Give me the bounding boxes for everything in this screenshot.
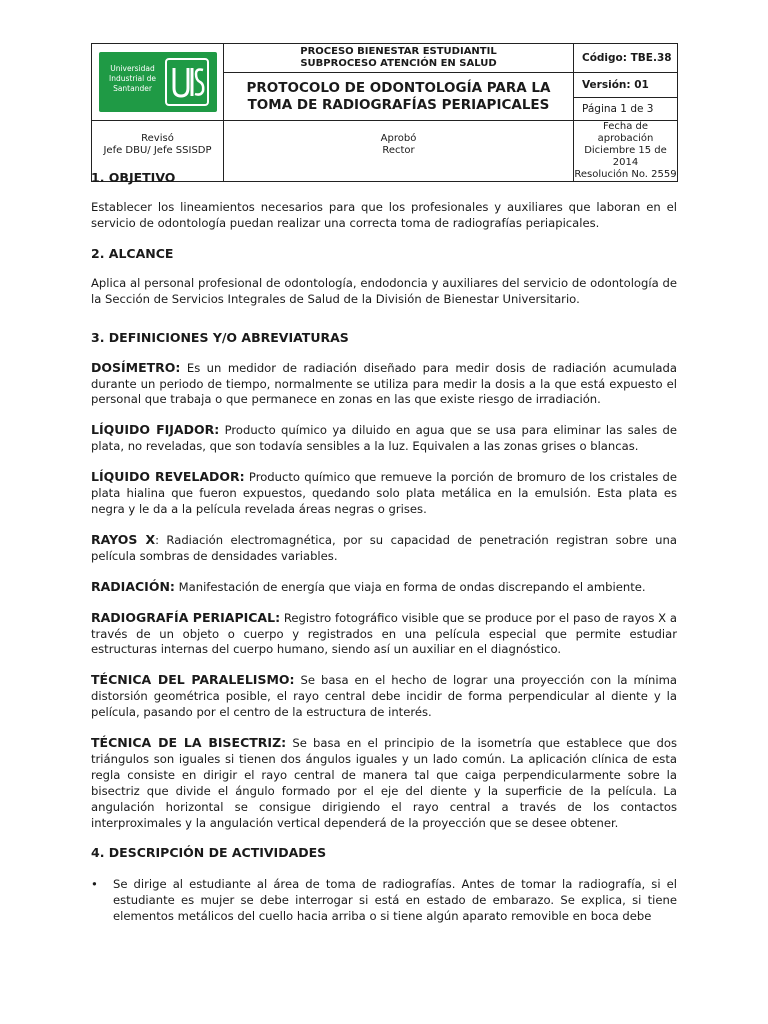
reviewed-by-value: Jefe DBU/ Jefe SSISDP bbox=[103, 145, 212, 156]
uis-emblem-icon bbox=[165, 58, 209, 106]
objetivo-paragraph: Establecer los lineamientos necesarios para que los profesionales y auxiliares que laboran en el servicio de odontología puedan realizar una correcta toma de radiografías periapicales. bbox=[91, 200, 677, 230]
definition-text: Es un medidor de radiación diseñado para medir dosis de radiación acumulada durante un periodo de tiempo, normalmente se utiliza para medir la dosis a la que está expuesto el personal que trabaja o que permanece en zonas en las que existe riesgo de irradiación. bbox=[91, 360, 677, 407]
definition-tecnica-bisectriz bbox=[91, 735, 677, 831]
alcance-paragraph: Aplica al personal profesional de odontología, endodoncia y auxiliares del servicio de odontología de la Sección de Servicios Integrales de Salud de la División de Bienestar Universitario. bbox=[91, 275, 677, 306]
activity-text: Se dirige al estudiante al área de toma de radiografías. Antes de tomar la radiografía, si el estudiante es mujer se debe interrogar si está en estado de embarazo. Se explica, si tiene elementos metálicos del cuello hacia arriba o si tiene algún aparato removible en boca debe bbox=[113, 877, 677, 924]
definition-text: : Radiación electromagnética, por su capacidad de penetración registran sobre una película sombras de densidades variables. bbox=[91, 532, 677, 563]
definition-term: RADIOGRAFÍA PERIAPICAL: bbox=[91, 609, 281, 625]
definition-term: RAYOS X bbox=[91, 531, 156, 547]
definition-term: LÍQUIDO REVELADOR: bbox=[91, 469, 245, 485]
activity-list-item bbox=[91, 877, 677, 925]
section-heading-alcance: 2. ALCANCE bbox=[91, 245, 174, 261]
definition-dosimetro bbox=[91, 360, 677, 409]
university-logo bbox=[99, 52, 217, 112]
definition-term: TÉCNICA DEL PARALELISMO: bbox=[91, 672, 295, 688]
definition-text: Manifestación de energía que viaja en forma de ondas discrepando el ambiente. bbox=[174, 579, 646, 594]
logo-text: Universidad Industrial de Santander bbox=[109, 64, 156, 93]
resolution-number: Resolución No. 2559 bbox=[574, 169, 677, 180]
document-header-table bbox=[91, 43, 678, 182]
definition-rayos-x bbox=[91, 532, 677, 565]
definition-text: Producto químico ya diluido en agua que se usa para eliminar las sales de plata, no reveladas, que son todavía sensibles a la luz. Equivalen a las zonas grises o blancas. bbox=[91, 423, 677, 454]
definition-liquido-revelador bbox=[91, 469, 677, 518]
process-cell bbox=[224, 44, 574, 73]
definition-term: DOSÍMETRO: bbox=[91, 359, 181, 375]
reviewed-by-label: Revisó bbox=[141, 133, 174, 144]
section-heading-definiciones: 3. DEFINICIONES Y/O ABREVIATURAS bbox=[91, 329, 349, 345]
subprocess-name: SUBPROCESO ATENCIÓN EN SALUD bbox=[300, 58, 497, 69]
approval-date-label: Fecha de aprobación bbox=[597, 121, 654, 144]
definition-text: Se basa en el hecho de lograr una proyección con la mínima distorsión geométrica posible, el rayo central debe incidir de forma perpendicular al diente y la película, pasando por el centro de la estructura de interés. bbox=[91, 673, 677, 720]
document-title-cell bbox=[224, 73, 574, 121]
definition-text: Producto químico que remueve la porción de bromuro de los cristales de plata hialina que fueron expuestos, quedando solo plata metálica en la emulsión. Esta plata es negra y le da a la película revelada áreas negras o grises. bbox=[91, 470, 677, 516]
definition-liquido-fijador bbox=[91, 422, 677, 455]
definition-term: TÉCNICA DE LA BISECTRIZ: bbox=[91, 735, 287, 751]
document-body bbox=[91, 170, 677, 925]
document-code: Código: TBE.38 bbox=[574, 44, 678, 73]
document-title-line1: PROTOCOLO DE ODONTOLOGÍA PARA LA bbox=[246, 79, 551, 96]
bullet-icon: • bbox=[91, 877, 98, 892]
logo-cell bbox=[92, 44, 224, 121]
document-version: Versión: 01 bbox=[574, 73, 678, 98]
process-name: PROCESO BIENESTAR ESTUDIANTIL bbox=[300, 46, 497, 57]
section-heading-objetivo: 1. OBJETIVO bbox=[91, 170, 176, 185]
definition-tecnica-paralelismo bbox=[91, 672, 677, 721]
document-title-line2: TOMA DE RADIOGRAFÍAS PERIAPICALES bbox=[247, 96, 550, 113]
definition-term: LÍQUIDO FIJADOR: bbox=[91, 422, 220, 438]
approved-by-value: Rector bbox=[382, 145, 415, 156]
definition-term: RADIACIÓN: bbox=[91, 578, 175, 594]
definition-text: Se basa en el principio de la isometría que establece que dos triángulos son iguales si tienen dos ángulos iguales y un lado común. La aplicación clínica de esta regla consiste en dirigir el rayo central de manera tal que caiga perpendicularmente sobre la bisectriz que divide el ángulo formado por el eje del diente y la superficie de la película. La angulación horizontal se consigue dirigiendo el rayo central a través de los contactos interproximales y la angulación vertical dependerá de la proyección que se desee obtener. bbox=[91, 736, 677, 830]
definition-radiografia-periapical bbox=[91, 610, 677, 659]
approval-date-value: Diciembre 15 de 2014 bbox=[584, 145, 667, 168]
approved-by-label: Aprobó bbox=[380, 133, 417, 144]
definition-text: Registro fotográfico visible que se produce por el paso de rayos X a través de un objeto o cuerpo y registrados en una película especial que permite estudiar estructuras internas del cuerpo humano, siendo así un auxiliar en el diagnóstico. bbox=[91, 610, 677, 657]
section-heading-descripcion: 4. DESCRIPCIÓN DE ACTIVIDADES bbox=[91, 845, 327, 861]
definition-radiacion bbox=[91, 579, 677, 596]
page-indicator: Página 1 de 3 bbox=[574, 98, 678, 121]
